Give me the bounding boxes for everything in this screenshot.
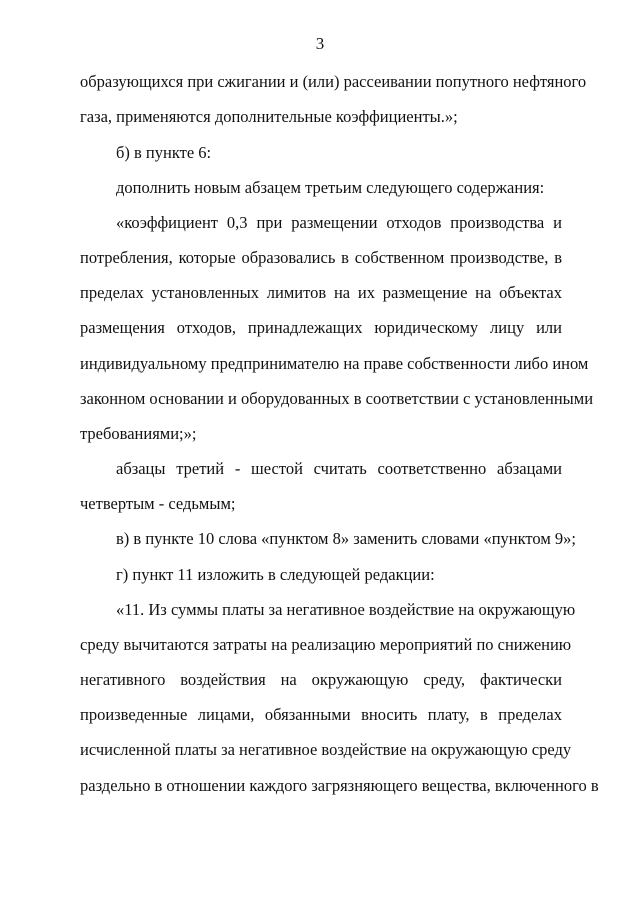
text-line: б) в пункте 6: xyxy=(116,143,212,162)
text-line: абзацы третий - шестой считать соответственно абзацами xyxy=(116,459,562,478)
text-line: в) в пункте 10 слова «пунктом 8» заменить словами «пунктом 9»; xyxy=(116,529,576,548)
text-line: произведенные лицами, обязанными вносить плату, в пределах xyxy=(80,705,562,724)
text-line: «коэффициент 0,3 при размещении отходов производства и xyxy=(116,213,562,232)
text-line: требованиями;»; xyxy=(80,424,197,443)
text-line: четвертым - седьмым; xyxy=(80,494,236,513)
text-line: индивидуальному предпринимателю на праве собственности либо ином xyxy=(80,354,589,373)
text-line: пределах установленных лимитов на их размещение на объектах xyxy=(80,283,562,302)
text-line: «11. Из суммы платы за негативное воздействие на окружающую xyxy=(116,600,576,619)
text-line: размещения отходов, принадлежащих юридическому лицу или xyxy=(80,318,562,337)
text-line: раздельно в отношении каждого загрязняющего вещества, включенного в xyxy=(80,776,599,795)
text-line: потребления, которые образовались в собственном производстве, в xyxy=(80,248,562,267)
text-line: негативного воздействия на окружающую среду, фактически xyxy=(80,670,562,689)
text-line: среду вычитаются затраты на реализацию мероприятий по снижению xyxy=(80,635,572,654)
page-number: 3 xyxy=(315,34,325,53)
text-line: г) пункт 11 изложить в следующей редакции: xyxy=(116,565,435,584)
text-line: образующихся при сжигании и (или) рассеивании попутного нефтяного xyxy=(80,72,587,91)
text-line: дополнить новым абзацем третьим следующего содержания: xyxy=(116,178,545,197)
text-line: газа, применяются дополнительные коэффициенты.»; xyxy=(80,107,458,126)
text-line: законном основании и оборудованных в соответствии с установленными xyxy=(80,389,594,408)
text-line: исчисленной платы за негативное воздействие на окружающую среду xyxy=(80,740,572,759)
